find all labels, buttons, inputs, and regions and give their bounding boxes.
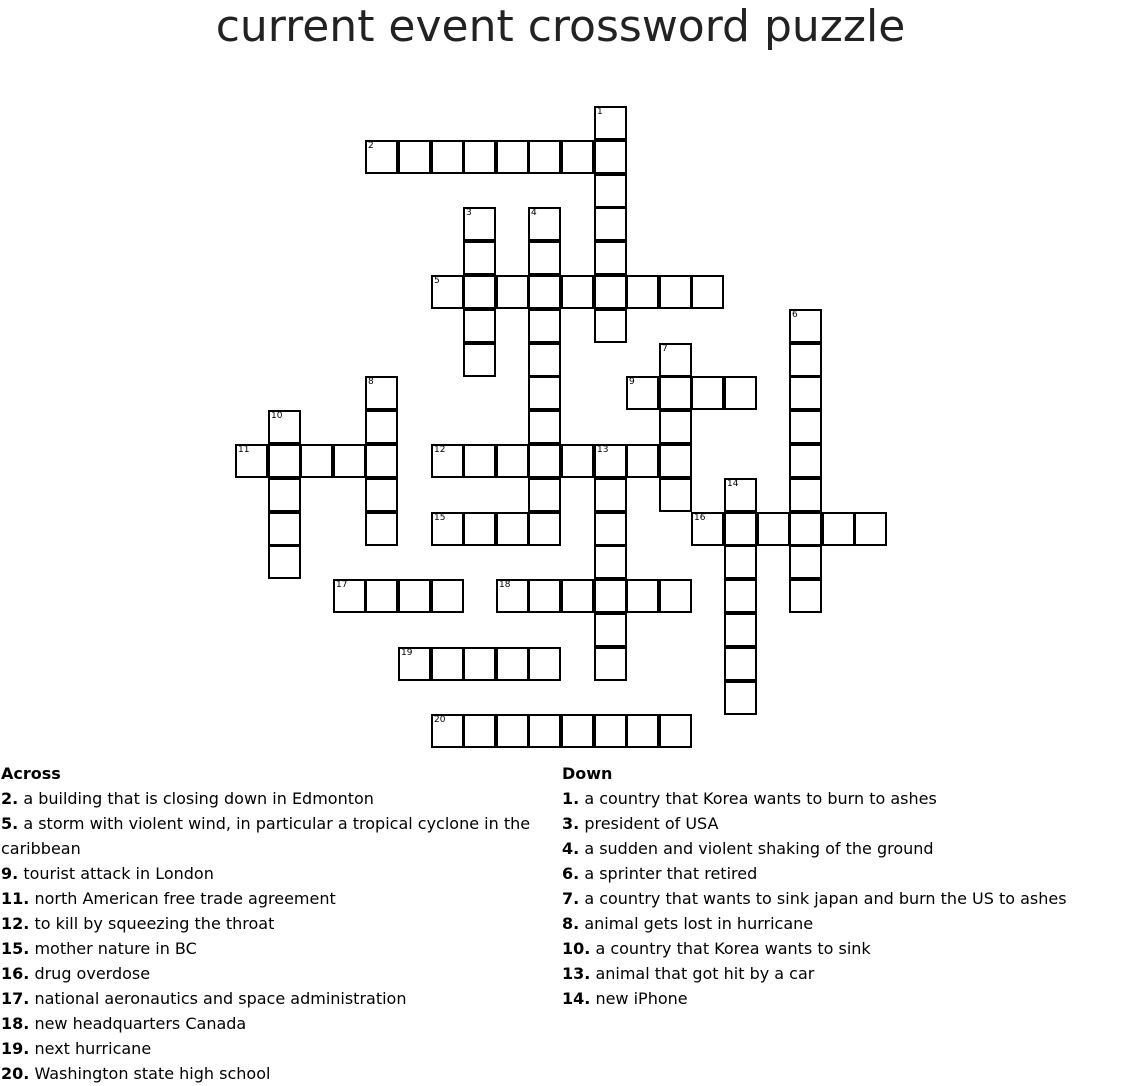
clue-item — [562, 886, 1102, 911]
grid-cell[interactable] — [594, 207, 627, 241]
across-clues — [1, 761, 541, 1086]
clue-text: north American free trade agreement — [34, 889, 336, 908]
clue-text: a country that Korea wants to burn to ashes — [584, 789, 937, 808]
grid-cell[interactable] — [528, 478, 561, 512]
grid-cell[interactable] — [528, 444, 561, 478]
grid-cell[interactable] — [594, 647, 627, 681]
clue-number: 4. — [562, 839, 580, 858]
grid-cell[interactable] — [463, 140, 496, 174]
clue-item — [562, 961, 1102, 986]
grid-cell[interactable] — [496, 714, 529, 748]
clue-number-label: 18 — [499, 580, 511, 590]
grid-cell[interactable] — [300, 444, 333, 478]
clue-item — [1, 936, 541, 961]
clue-text: Washington state high school — [34, 1064, 271, 1083]
clue-number: 19. — [1, 1039, 30, 1058]
grid-cell[interactable] — [333, 444, 366, 478]
grid-cell[interactable] — [594, 106, 627, 140]
clue-text: new headquarters Canada — [34, 1014, 247, 1033]
grid-cell[interactable] — [561, 579, 594, 613]
grid-cell[interactable] — [398, 647, 431, 681]
grid-cell[interactable] — [431, 579, 464, 613]
grid-cell[interactable] — [691, 275, 724, 309]
clue-item — [562, 986, 1102, 1011]
clue-number: 9. — [1, 864, 19, 883]
grid-cell[interactable] — [431, 140, 464, 174]
grid-cell[interactable] — [268, 512, 301, 546]
clue-number: 15. — [1, 939, 30, 958]
grid-cell[interactable] — [724, 376, 757, 410]
grid-cell[interactable] — [724, 647, 757, 681]
grid-cell[interactable] — [268, 478, 301, 512]
grid-cell[interactable] — [594, 545, 627, 579]
grid-cell[interactable] — [463, 309, 496, 343]
grid-cell[interactable] — [724, 579, 757, 613]
clue-text: a country that wants to sink japan and burn the US to ashes — [584, 889, 1067, 908]
clue-number: 1. — [562, 789, 580, 808]
clue-number: 5. — [1, 814, 19, 833]
grid-cell[interactable] — [594, 275, 627, 309]
grid-cell[interactable] — [463, 714, 496, 748]
clue-text: national aeronautics and space administration — [34, 989, 407, 1008]
grid-cell[interactable] — [626, 714, 659, 748]
clue-text: a building that is closing down in Edmonton — [23, 789, 374, 808]
grid-cell[interactable] — [463, 241, 496, 275]
clue-text: to kill by squeezing the throat — [34, 914, 275, 933]
clue-number: 14. — [562, 989, 591, 1008]
clue-number-label: 4 — [531, 208, 537, 218]
grid-cell[interactable] — [594, 512, 627, 546]
clue-number-label: 15 — [434, 513, 446, 523]
grid-cell[interactable] — [365, 140, 398, 174]
clue-number-label: 3 — [466, 208, 472, 218]
clue-number-label: 19 — [401, 648, 413, 658]
across-heading: Across — [1, 764, 61, 783]
grid-cell[interactable] — [594, 140, 627, 174]
clue-number-label: 10 — [271, 411, 283, 421]
clue-text: a country that Korea wants to sink — [595, 939, 871, 958]
clue-number: 17. — [1, 989, 30, 1008]
grid-cell[interactable] — [431, 275, 464, 309]
grid-cell[interactable] — [594, 613, 627, 647]
clue-item — [1, 1011, 541, 1036]
grid-cell[interactable] — [528, 309, 561, 343]
grid-cell[interactable] — [659, 343, 692, 377]
grid-cell[interactable] — [431, 512, 464, 546]
grid-cell[interactable] — [561, 275, 594, 309]
clue-number-label: 1 — [597, 107, 603, 117]
clue-number: 10. — [562, 939, 591, 958]
clue-number-label: 17 — [336, 580, 348, 590]
grid-cell[interactable] — [626, 376, 659, 410]
grid-cell[interactable] — [659, 275, 692, 309]
across-clue-list — [1, 786, 541, 1086]
grid-cell[interactable] — [724, 681, 757, 715]
grid-cell[interactable] — [496, 275, 529, 309]
clue-item — [1, 961, 541, 986]
down-heading: Down — [562, 764, 613, 783]
grid-cell[interactable] — [496, 140, 529, 174]
clue-item — [1, 1061, 541, 1086]
clue-number: 20. — [1, 1064, 30, 1083]
grid-cell[interactable] — [431, 444, 464, 478]
clue-text: drug overdose — [34, 964, 151, 983]
grid-cell[interactable] — [528, 410, 561, 444]
grid-cell[interactable] — [528, 647, 561, 681]
grid-cell[interactable] — [463, 512, 496, 546]
clue-item — [562, 936, 1102, 961]
grid-cell[interactable] — [659, 444, 692, 478]
grid-cell[interactable] — [528, 512, 561, 546]
clue-number-label: 5 — [434, 276, 440, 286]
clue-item — [1, 786, 541, 811]
grid-cell[interactable] — [594, 478, 627, 512]
clue-item — [562, 911, 1102, 936]
grid-cell[interactable] — [365, 512, 398, 546]
grid-cell[interactable] — [659, 410, 692, 444]
clue-text: a storm with violent wind, in particular a tropical cyclone in the caribbean — [1, 814, 531, 858]
clue-item — [562, 811, 1102, 836]
clue-number: 16. — [1, 964, 30, 983]
grid-cell[interactable] — [789, 410, 822, 444]
grid-cell[interactable] — [463, 647, 496, 681]
grid-cell[interactable] — [528, 714, 561, 748]
grid-cell[interactable] — [365, 410, 398, 444]
grid-cell[interactable] — [789, 478, 822, 512]
clue-number-label: 20 — [434, 715, 446, 725]
grid-cell[interactable] — [789, 343, 822, 377]
grid-cell[interactable] — [561, 444, 594, 478]
clue-number: 8. — [562, 914, 580, 933]
grid-cell[interactable] — [365, 478, 398, 512]
clue-number: 6. — [562, 864, 580, 883]
grid-cell[interactable] — [268, 545, 301, 579]
grid-cell[interactable] — [822, 512, 855, 546]
clue-item — [562, 786, 1102, 811]
grid-cell[interactable] — [724, 545, 757, 579]
clue-number-label: 11 — [238, 445, 250, 455]
grid-cell[interactable] — [496, 579, 529, 613]
clue-item — [1, 861, 541, 886]
down-clue-list — [562, 786, 1102, 1011]
clue-text: animal gets lost in hurricane — [584, 914, 814, 933]
grid-cell[interactable] — [398, 140, 431, 174]
grid-cell[interactable] — [691, 376, 724, 410]
grid-cell[interactable] — [365, 376, 398, 410]
grid-cell[interactable] — [659, 579, 692, 613]
grid-cell[interactable] — [496, 444, 529, 478]
grid-cell[interactable] — [659, 478, 692, 512]
grid-cell[interactable] — [594, 714, 627, 748]
clue-text: mother nature in BC — [34, 939, 197, 958]
clue-text: a sudden and violent shaking of the ground — [584, 839, 934, 858]
grid-cell[interactable] — [724, 478, 757, 512]
grid-cell[interactable] — [659, 376, 692, 410]
grid-cell[interactable] — [528, 376, 561, 410]
grid-cell[interactable] — [528, 275, 561, 309]
grid-cell[interactable] — [691, 512, 724, 546]
clue-number-label: 7 — [662, 344, 668, 354]
clue-text: tourist attack in London — [23, 864, 214, 883]
grid-cell[interactable] — [561, 714, 594, 748]
grid-cell[interactable] — [789, 309, 822, 343]
grid-cell[interactable] — [789, 444, 822, 478]
clue-item — [562, 836, 1102, 861]
clue-number-label: 6 — [792, 310, 798, 320]
clue-item — [1, 886, 541, 911]
grid-cell[interactable] — [594, 579, 627, 613]
grid-cell[interactable] — [789, 512, 822, 546]
clue-number: 18. — [1, 1014, 30, 1033]
grid-cell[interactable] — [398, 579, 431, 613]
grid-cell[interactable] — [528, 140, 561, 174]
grid-cell[interactable] — [528, 207, 561, 241]
grid-cell[interactable] — [528, 241, 561, 275]
clue-number-label: 14 — [727, 479, 739, 489]
grid-cell[interactable] — [463, 343, 496, 377]
grid-cell[interactable] — [431, 647, 464, 681]
grid-cell[interactable] — [724, 512, 757, 546]
clue-text: president of USA — [584, 814, 719, 833]
clue-text: next hurricane — [34, 1039, 152, 1058]
clue-text: new iPhone — [595, 989, 688, 1008]
grid-cell[interactable] — [757, 512, 790, 546]
grid-cell[interactable] — [789, 579, 822, 613]
grid-cell[interactable] — [235, 444, 268, 478]
clue-number-label: 2 — [368, 141, 374, 151]
clue-item — [562, 861, 1102, 886]
clue-item — [1, 1036, 541, 1061]
grid-cell[interactable] — [626, 444, 659, 478]
down-clues — [562, 761, 1102, 1011]
grid-cell[interactable] — [268, 444, 301, 478]
grid-cell[interactable] — [431, 714, 464, 748]
grid-cell[interactable] — [594, 309, 627, 343]
grid-cell[interactable] — [659, 714, 692, 748]
grid-cell[interactable] — [594, 241, 627, 275]
grid-cell[interactable] — [365, 444, 398, 478]
grid-cell[interactable] — [496, 512, 529, 546]
grid-cell[interactable] — [724, 613, 757, 647]
grid-cell[interactable] — [528, 579, 561, 613]
clue-number-label: 9 — [629, 377, 635, 387]
grid-cell[interactable] — [463, 207, 496, 241]
grid-cell[interactable] — [854, 512, 887, 546]
grid-cell[interactable] — [626, 579, 659, 613]
clue-number: 7. — [562, 889, 580, 908]
clue-text: a sprinter that retired — [584, 864, 758, 883]
grid-cell[interactable] — [789, 376, 822, 410]
clue-number: 2. — [1, 789, 19, 808]
clue-text: animal that got hit by a car — [595, 964, 815, 983]
clue-item — [1, 911, 541, 936]
grid-cell[interactable] — [333, 579, 366, 613]
clue-number: 12. — [1, 914, 30, 933]
grid-cell[interactable] — [463, 275, 496, 309]
grid-cell[interactable] — [626, 275, 659, 309]
clue-number-label: 12 — [434, 445, 446, 455]
grid-cell[interactable] — [365, 579, 398, 613]
grid-cell[interactable] — [496, 647, 529, 681]
clue-number-label: 16 — [694, 513, 706, 523]
grid-cell[interactable] — [268, 410, 301, 444]
clue-item — [1, 986, 541, 1011]
grid-cell[interactable] — [594, 174, 627, 208]
page-title: current event crossword puzzle — [215, 1, 906, 52]
clue-item — [1, 811, 541, 861]
clue-number-label: 13 — [597, 445, 609, 455]
clue-number: 3. — [562, 814, 580, 833]
clue-number-label: 8 — [368, 377, 374, 387]
grid-cell[interactable] — [789, 545, 822, 579]
grid-cell[interactable] — [528, 343, 561, 377]
clue-number: 11. — [1, 889, 30, 908]
grid-cell[interactable] — [561, 140, 594, 174]
clue-number: 13. — [562, 964, 591, 983]
grid-cell[interactable] — [594, 444, 627, 478]
grid-cell[interactable] — [463, 444, 496, 478]
